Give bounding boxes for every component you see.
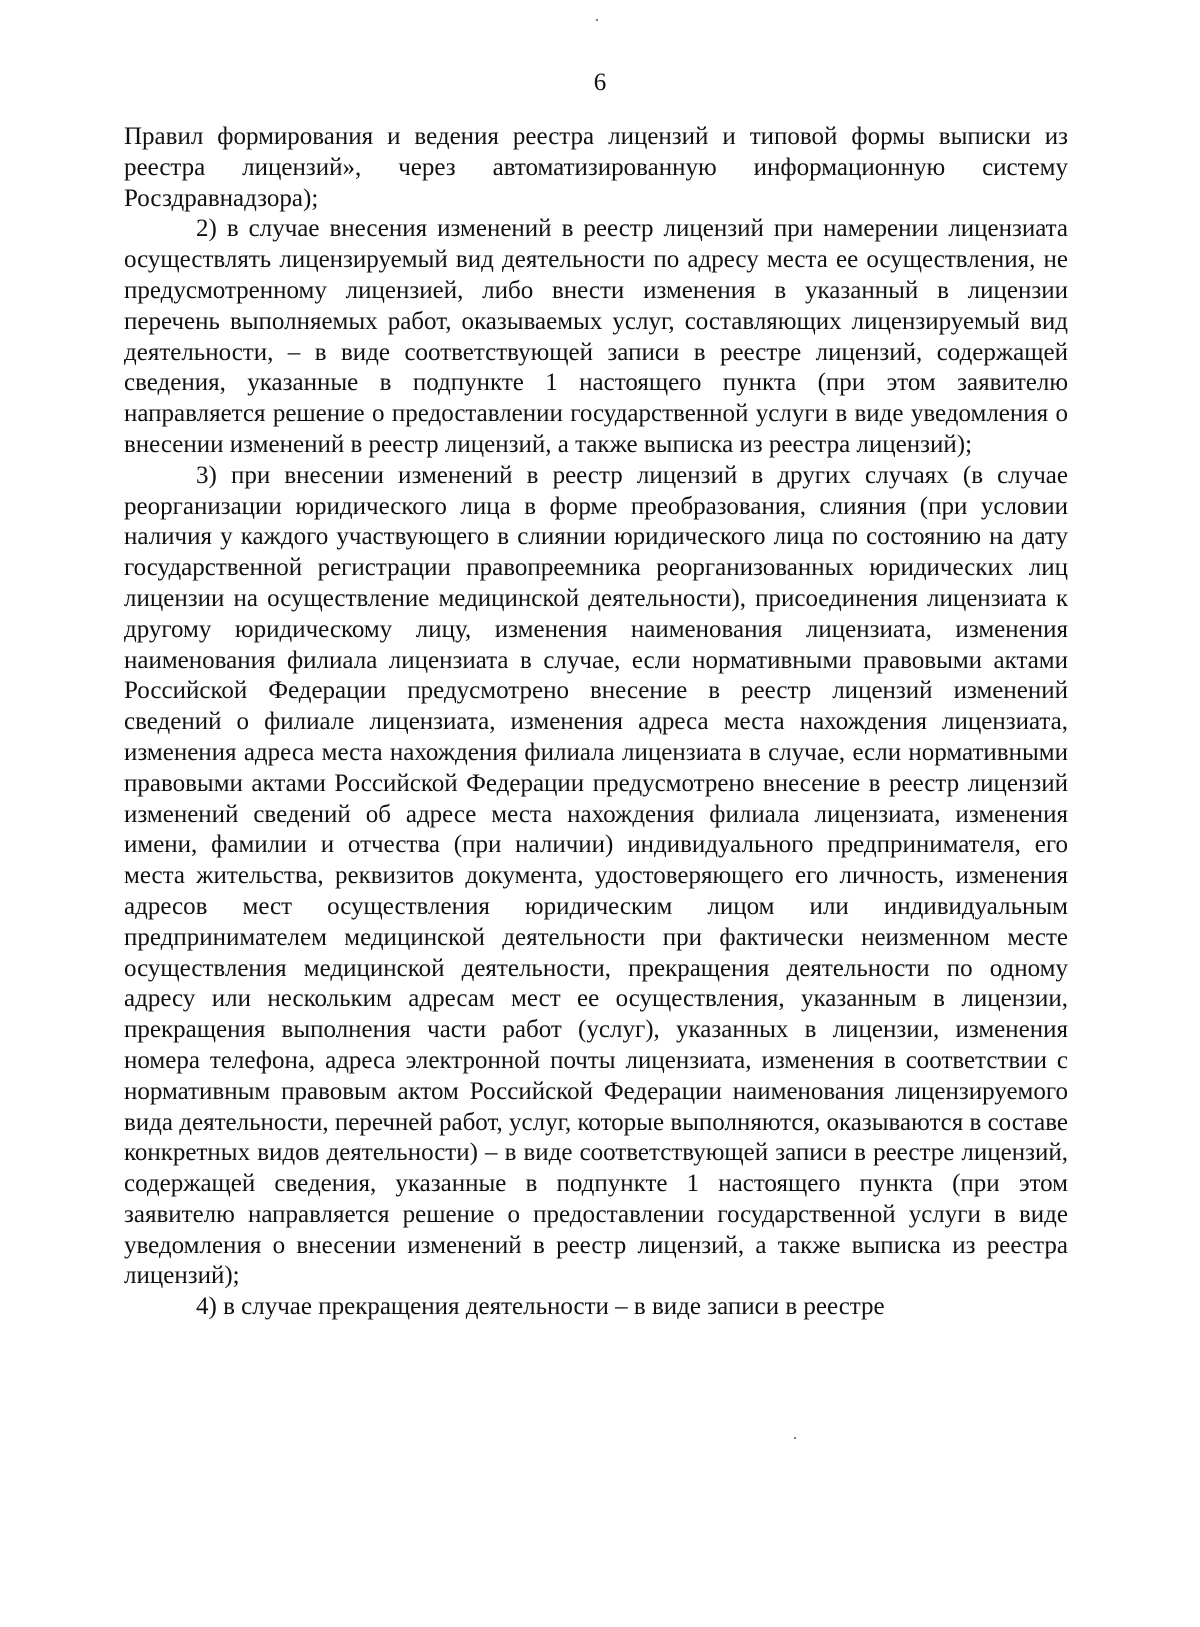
document-body: [124, 122, 1068, 1323]
page-number: 6: [593, 69, 607, 96]
paragraph-item-2: 2) в случае внесения изменений в реестр лицензий при намерении лицензиата осуществлять лицензируемый вид деятельности по адресу места ее осуществления, не предусмотренному лицензией, либо внести изменения в указанный в лицензии перечень выполняемых работ, оказываемых услуг, составляющих лицензируемый вид деятельности, – в виде соответствующей записи в реестре лицензий, содержащей сведения, указанные в подпункте 1 настоящего пункта (при этом заявителю направляется решение о предоставлении государственной услуги в виде уведомления о внесении изменений в реестр лицензий, а также выписка из реестра лицензий);: [124, 215, 1068, 458]
scan-speck: [596, 19, 598, 21]
scan-speck: [794, 1437, 796, 1439]
paragraph-item-3: 3) при внесении изменений в реестр лицензий в других случаях (в случае реорганизации юридического лица в форме преобразования, слияния (при условии наличия у каждого участвующего в слиянии юридического лица по состоянию на дату государственной регистрации правопреемника реорганизованных юридических лиц лицензии на осуществление медицинской деятельности), присоединения лицензиата к другому юридическому лицу, изменения наименования лицензиата, изменения наименования филиала лицензиата в случае, если нормативными правовыми актами Российской Федерации предусмотрено внесение в реестр лицензий изменений сведений о филиале лицензиата, изменения адреса места нахождения лицензиата, изменения адреса места нахождения филиала лицензиата в случае, если нормативными правовыми актами Российской Федерации предусмотрено внесение в реестр лицензий изменений сведений об адресе места нахождения филиала лицензиата, изменения имени, фамилии и отчества (при наличии) индивидуального предпринимателя, его места жительства, реквизитов документа, удостоверяющего его личность, изменения адресов мест осуществления юридическим лицом или индивидуальным предпринимателем медицинской деятельности при фактически неизменном месте осуществления медицинской деятельности, прекращения деятельности по одному адресу или нескольким адресам мест ее осуществления, указанным в лицензии, прекращения выполнения части работ (услуг), указанных в лицензии, изменения номера телефона, адреса электронной почты лицензиата, изменения в соответствии с нормативным правовым актом Российской Федерации наименования лицензируемого вида деятельности, перечней работ, услуг, которые выполняются, оказываются в составе конкретных видов деятельности) – в виде соответствующей записи в реестре лицензий, содержащей сведения, указанные в подпункте 1 настоящего пункта (при этом заявителю направляется решение о предоставлении государственной услуги в виде уведомления о внесении изменений в реестр лицензий, а также выписка из реестра лицензий);: [124, 461, 1068, 1290]
paragraph-continuation: Правил формирования и ведения реестра лицензий и типовой формы выписки из реестра лицензий», через автоматизированную информационную систему Росздравнадзора);: [124, 123, 1068, 212]
paragraph-item-4: 4) в случае прекращения деятельности – в виде записи в реестре: [196, 1293, 885, 1321]
